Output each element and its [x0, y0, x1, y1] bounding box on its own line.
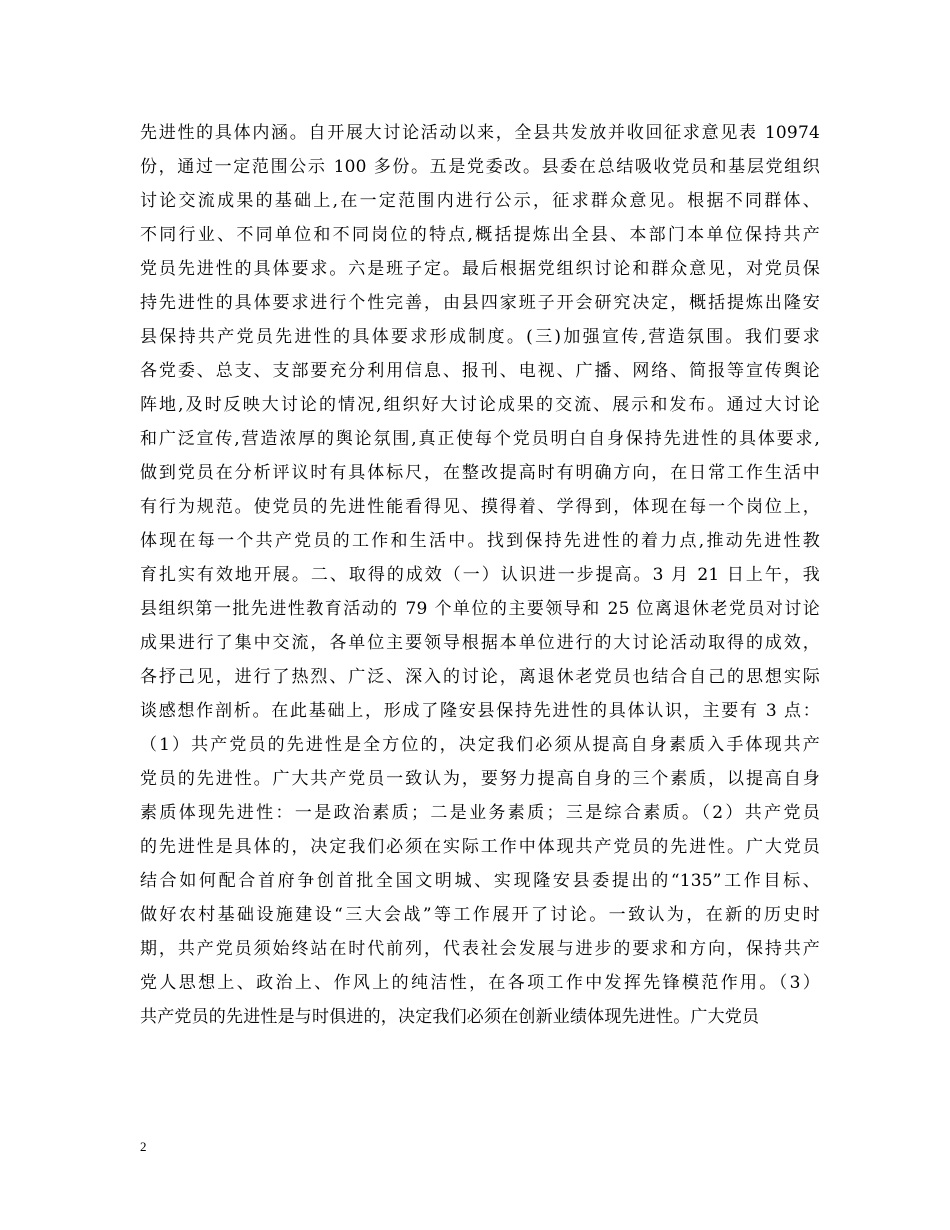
text-line: 份，通过一定范围公示 100 多份。五是党委改。县委在总结吸收党员和基层党组织 [140, 157, 820, 177]
text-line: 县组织第一批先进性教育活动的 79 个单位的主要领导和 25 位离退休老党员对讨论 [140, 599, 820, 619]
page-number: 2 [140, 1139, 147, 1154]
text-line: 不同行业、不同单位和不同岗位的特点,概括提炼出全县、本部门本单位保持共产 [140, 225, 820, 245]
text-line: （1）共产党员的先进性是全方位的，决定我们必须从提高自身素质入手体现共产 [140, 735, 820, 755]
text-line: 县保持共产党员先进性的具体要求形成制度。(三)加强宣传,营造氛围。我们要求 [140, 327, 820, 347]
text-line: 讨论交流成果的基础上,在一定范围内进行公示，征求群众意见。根据不同群体、 [140, 191, 820, 211]
text-line: 做到党员在分析评议时有具体标尺，在整改提高时有明确方向，在日常工作生活中 [140, 463, 820, 483]
text-line: 素质体现先进性：一是政治素质；二是业务素质；三是综合素质。（2）共产党员 [140, 803, 820, 823]
text-line: 各抒己见，进行了热烈、广泛、深入的讨论，离退休老党员也结合自己的思想实际 [140, 667, 820, 687]
text-line: 有行为规范。使党员的先进性能看得见、摸得着、学得到，体现在每一个岗位上， [140, 497, 820, 517]
text-line: 先进性的具体内涵。自开展大讨论活动以来，全县共发放并收回征求意见表 10974 [140, 123, 820, 143]
text-line: 成果进行了集中交流，各单位主要领导根据本单位进行的大讨论活动取得的成效， [140, 633, 820, 653]
text-line: 育扎实有效地开展。二、取得的成效（一）认识进一步提高。3 月 21 日上午，我 [140, 565, 820, 585]
body-text [140, 116, 820, 1034]
text-line: 和广泛宣传,营造浓厚的舆论氛围,真正使每个党员明白自身保持先进性的具体要求, [140, 429, 820, 449]
text-line: 做好农村基础设施建设“三大会战”等工作展开了讨论。一致认为，在新的历史时 [140, 905, 820, 925]
text-line: 党人思想上、政治上、作风上的纯洁性，在各项工作中发挥先锋模范作用。（3） [140, 973, 820, 993]
text-line: 谈感想作剖析。在此基础上，形成了隆安县保持先进性的具体认识，主要有 3 点： [140, 701, 820, 721]
text-line: 期，共产党员须始终站在时代前列，代表社会发展与进步的要求和方向，保持共产 [140, 939, 820, 959]
text-line: 的先进性是具体的，决定我们必须在实际工作中体现共产党员的先进性。广大党员 [140, 837, 820, 857]
text-line: 党员的先进性。广大共产党员一致认为，要努力提高自身的三个素质，以提高自身 [140, 769, 820, 789]
text-line: 持先进性的具体要求进行个性完善，由县四家班子开会研究决定，概括提炼出隆安 [140, 293, 820, 313]
text-line: 各党委、总支、支部要充分利用信息、报刊、电视、广播、网络、简报等宣传舆论 [140, 361, 820, 381]
text-line: 结合如何配合首府争创首批全国文明城、实现隆安县委提出的“135”工作目标、 [140, 871, 820, 891]
text-line: 共产党员的先进性是与时俱进的，决定我们必须在创新业绩体现先进性。广大党员 [140, 1007, 760, 1027]
text-line: 体现在每一个共产党员的工作和生活中。找到保持先进性的着力点,推动先进性教 [140, 531, 820, 551]
text-line: 阵地,及时反映大讨论的情况,组织好大讨论成果的交流、展示和发布。通过大讨论 [140, 395, 820, 415]
text-line: 党员先进性的具体要求。六是班子定。最后根据党组织讨论和群众意见，对党员保 [140, 259, 820, 279]
